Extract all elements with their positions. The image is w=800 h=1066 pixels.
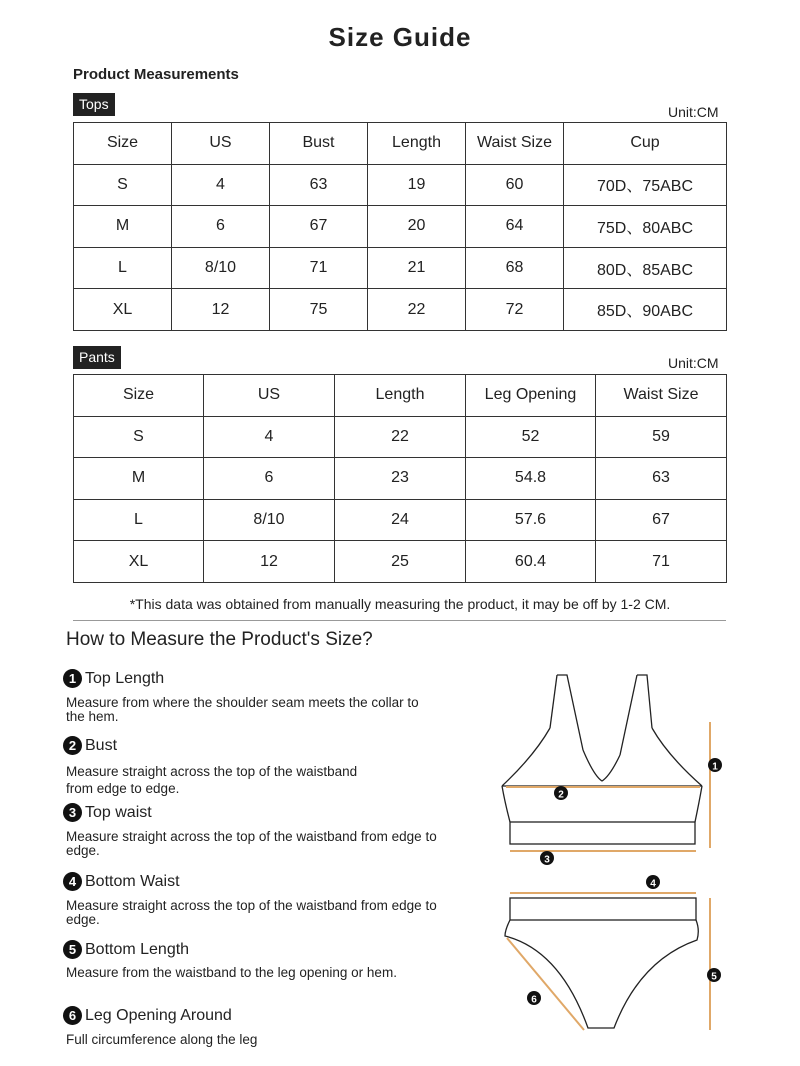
table-cell: S [74, 164, 172, 206]
table-cell: 75D、80ABC [564, 206, 727, 248]
step-5-desc: Measure from the waistband to the leg opening or hem. [66, 965, 397, 980]
table-cell: 12 [204, 541, 335, 583]
marker-3-icon [540, 851, 554, 866]
table-cell: 67 [596, 499, 727, 541]
table-cell: 22 [368, 289, 466, 331]
step-6-title: Leg Opening Around [85, 1006, 232, 1024]
table-cell: 25 [335, 541, 466, 583]
pants-unit: Unit:CM [668, 355, 719, 371]
measurement-note: *This data was obtained from manually measuring the product, it may be off by 1-2 CM. [129, 596, 671, 612]
tops-header-cell: Bust [270, 123, 368, 165]
tops-header-cell: Waist Size [466, 123, 564, 165]
table-cell: 68 [466, 247, 564, 289]
step-4-desc: Measure straight across the top of the waistband from edge to edge. [66, 898, 437, 927]
table-cell: 57.6 [466, 499, 596, 541]
table-cell: XL [74, 289, 172, 331]
step-5-title: Bottom Length [85, 940, 190, 958]
step-6-desc: Full circumference along the leg [66, 1032, 258, 1047]
number-4-icon: 4 [63, 872, 82, 891]
table-cell: 24 [335, 499, 466, 541]
table-cell: 67 [270, 206, 368, 248]
number-2-icon: 2 [63, 736, 82, 755]
table-cell: M [74, 206, 172, 248]
pants-header-cell: Size [74, 375, 204, 417]
table-cell: 64 [466, 206, 564, 248]
step-1-title: Top Length [85, 669, 165, 687]
pants-header-cell: Waist Size [596, 375, 727, 417]
tops-unit: Unit:CM [668, 104, 719, 120]
table-cell: 4 [172, 164, 270, 206]
svg-text:3: 3 [544, 854, 550, 866]
table-cell: 85D、90ABC [564, 289, 727, 331]
table-cell: 75 [270, 289, 368, 331]
number-6-icon: 6 [63, 1006, 82, 1025]
table-cell: L [74, 499, 204, 541]
table-cell: 21 [368, 247, 466, 289]
step-2-title: Bust [85, 736, 118, 754]
pants-header-cell: US [204, 375, 335, 417]
step-4-title: Bottom Waist [85, 872, 180, 890]
svg-text:1: 1 [712, 761, 718, 773]
table-cell: 8/10 [172, 247, 270, 289]
table-cell: 70D、75ABC [564, 164, 727, 206]
table-cell: 4 [204, 416, 335, 458]
step-3-desc: Measure straight across the top of the waistband from edge to edge. [66, 829, 437, 858]
table-cell: 19 [368, 164, 466, 206]
tops-header-cell: Size [74, 123, 172, 165]
svg-text:4: 4 [650, 878, 656, 890]
table-cell: 71 [270, 247, 368, 289]
table-cell: 72 [466, 289, 564, 331]
page-title: Size Guide [328, 22, 472, 52]
table-cell: 80D、85ABC [564, 247, 727, 289]
howto-heading: How to Measure the Product's Size? [66, 629, 373, 650]
table-cell: 63 [596, 458, 727, 500]
table-cell: 12 [172, 289, 270, 331]
briefs-outline [505, 898, 698, 1028]
table-cell: 54.8 [466, 458, 596, 500]
table-cell: 22 [335, 416, 466, 458]
marker-2-icon [554, 786, 568, 801]
table-cell: 23 [335, 458, 466, 500]
table-cell: M [74, 458, 204, 500]
svg-text:6: 6 [531, 994, 537, 1006]
tops-header-cell: Length [368, 123, 466, 165]
table-cell: 6 [204, 458, 335, 500]
tops-tag: Tops [73, 93, 115, 116]
svg-text:5: 5 [711, 971, 717, 983]
step-3-title: Top waist [85, 803, 152, 821]
table-cell: 52 [466, 416, 596, 458]
measure-lines [506, 722, 710, 1030]
step-1-desc: Measure from where the shoulder seam meets the collar to the hem. [66, 695, 419, 724]
table-cell: XL [74, 541, 204, 583]
step-2-desc: Measure straight across the top of the waistband from edge to edge. [66, 764, 358, 796]
marker-6-icon [527, 991, 541, 1006]
tops-header-cell: Cup [564, 123, 727, 165]
marker-4-icon [646, 875, 660, 890]
table-cell: 6 [172, 206, 270, 248]
bra-top-outline [502, 675, 702, 844]
number-3-icon: 3 [63, 803, 82, 822]
number-5-icon: 5 [63, 940, 82, 959]
table-cell: 20 [368, 206, 466, 248]
table-cell: S [74, 416, 204, 458]
pants-header-cell: Leg Opening [466, 375, 596, 417]
number-1-icon: 1 [63, 669, 82, 688]
table-cell: 59 [596, 416, 727, 458]
section-subtitle: Product Measurements [73, 66, 239, 83]
table-cell: 60.4 [466, 541, 596, 583]
pants-header-cell: Length [335, 375, 466, 417]
pants-tag: Pants [73, 346, 121, 369]
table-cell: 8/10 [204, 499, 335, 541]
table-cell: L [74, 247, 172, 289]
table-cell: 60 [466, 164, 564, 206]
tops-header-cell: US [172, 123, 270, 165]
table-cell: 63 [270, 164, 368, 206]
table-cell: 71 [596, 541, 727, 583]
svg-text:2: 2 [558, 789, 564, 801]
